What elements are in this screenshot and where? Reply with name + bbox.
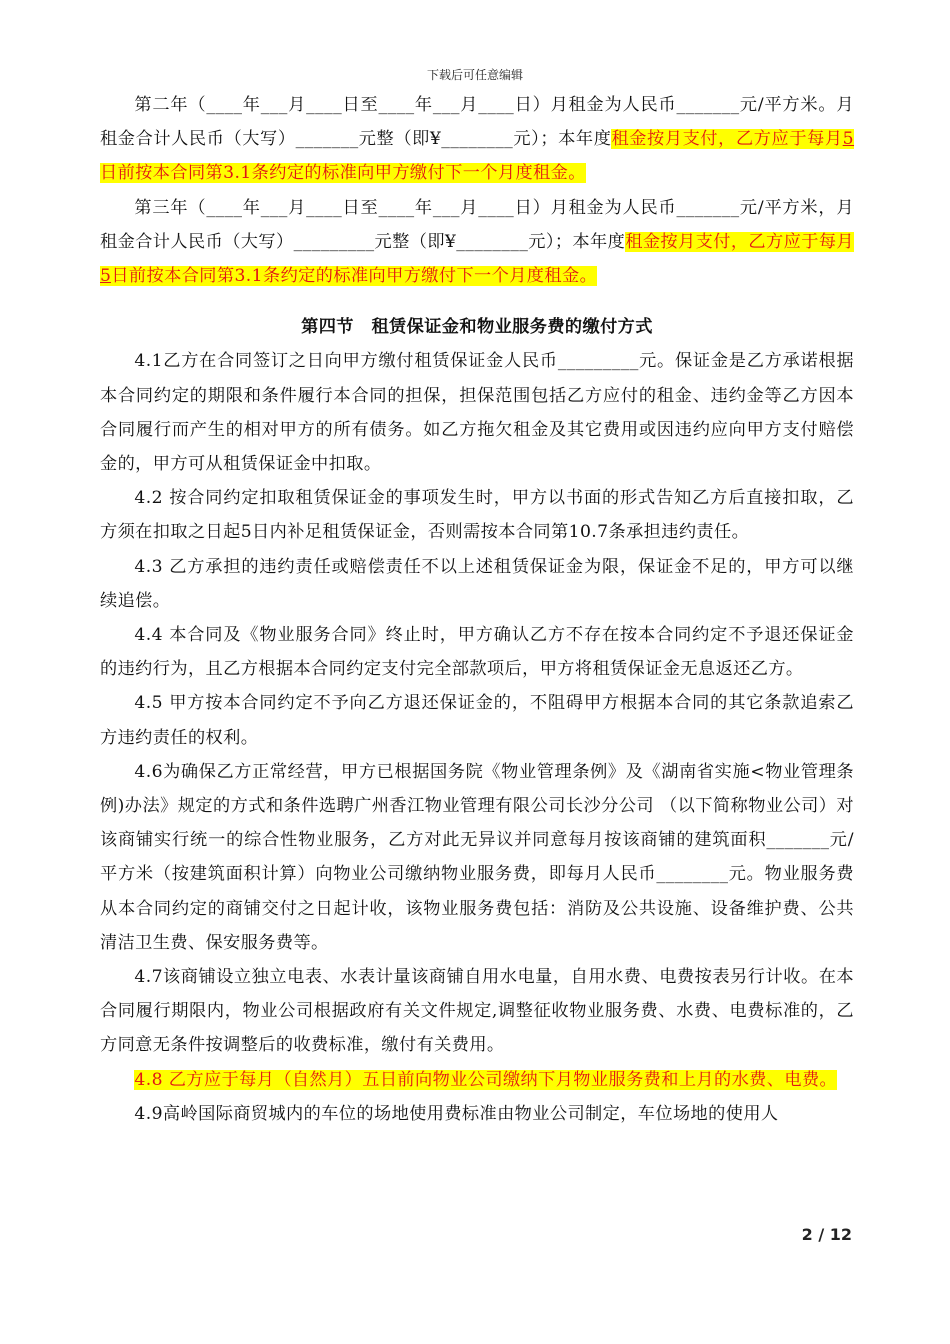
clause-4-4: 4.4 本合同及《物业服务合同》终止时，甲方确认乙方不存在按本合同约定不予退还保证金的违约行为，且乙方根据本合同约定支付完全部款项后，甲方将租赁保证金无息返还乙方。 xyxy=(100,625,854,680)
year-three-text: 第三年（____年___月____日至____年___月____日）月租金为人民币_______元/平方米，月租金合计人民币（大写）_________元整（即¥________元）；本年度 xyxy=(100,197,854,252)
highlight-year-two-b: 日前按本合同第3.1条约定的标准向甲方缴付下一个月度租金。 xyxy=(100,163,586,184)
page-number: 2 / 12 xyxy=(801,1225,852,1244)
highlight-year-three-a: 租金按月支付，乙方应于每月 xyxy=(625,231,855,252)
clause-4-9: 4.9高岭国际商贸城内的车位的场地使用费标准由物业公司制定，车位场地的使用人 xyxy=(134,1103,779,1124)
paragraph-year-two xyxy=(100,88,854,191)
highlight-year-two-day: 5 xyxy=(842,129,855,150)
section-heading: 第四节 租赁保证金和物业服务费的缴付方式 xyxy=(301,317,653,338)
clause-4-6: 4.6为确保乙方正常经营，甲方已根据国务院《物业管理条例》及《湖南省实施<物业管理条例)办法》规定的方式和条件选聘广州香江物业管理有限公司长沙分公司 （以下简称物业公司）对该商铺实行统一的综合性物业服务，乙方对此无异议并同意每月按该商铺的建筑面积_______元/平方米（按建筑面积计算）向物业公司缴纳物业服务费，即每月人民币________元。物业服务费从本合同约定的商铺交付之日起计收，该物业服务费包括：消防及公共设施、设备维护费、公共清洁卫生费、保安服务费等。 xyxy=(100,761,854,953)
highlight-year-three-b: 日前按本合同第3.1条约定的标准向甲方缴付下一个月度租金。 xyxy=(111,266,598,287)
paragraph-year-three xyxy=(100,191,854,294)
clause-4-7: 4.7该商铺设立独立电表、水表计量该商铺自用水电量，自用水费、电费按表另行计收。在本合同履行期限内，物业公司根据政府有关文件规定,调整征收物业服务费、水费、电费标准的，乙方同意无条件按调整后的收费标准，缴付有关费用。 xyxy=(100,967,854,1056)
clause-4-5: 4.5 甲方按本合同约定不予向乙方退还保证金的，不阻碍甲方根据本合同的其它条款追索乙方违约责任的权利。 xyxy=(100,693,854,748)
document-body xyxy=(100,88,854,1131)
clause-4-2: 4.2 按合同约定扣取租赁保证金的事项发生时，甲方以书面的形式告知乙方后直接扣取，乙方须在扣取之日起5日内补足租赁保证金，否则需按本合同第10.7条承担违约责任。 xyxy=(100,488,854,543)
page-header: 下载后可任意编辑 xyxy=(426,68,523,82)
clause-4-8-highlight: 4.8 乙方应于每月（自然月）五日前向物业公司缴纳下月物业服务费和上月的水费、电费。 xyxy=(134,1069,838,1090)
clause-4-3: 4.3 乙方承担的违约责任或赔偿责任不以上述租赁保证金为限，保证金不足的，甲方可以继续追偿。 xyxy=(100,556,854,611)
highlight-year-two-a: 租金按月支付，乙方应于每月 xyxy=(611,129,843,150)
year-two-text: 第二年（____年___月____日至____年___月____日）月租金为人民币_______元/平方米。月租金合计人民币（大写）_______元整（即¥________元）；本年度 xyxy=(100,95,854,150)
clause-4-1: 4.1乙方在合同签订之日向甲方缴付租赁保证金人民币_________元。保证金是乙方承诺根据本合同约定的期限和条件履行本合同的担保，担保范围包括乙方应付的租金、违约金等乙方因本合同履行而产生的相对甲方的所有债务。如乙方拖欠租金及其它费用或因违约应向甲方支付赔偿金的，甲方可从租赁保证金中扣取。 xyxy=(100,351,854,475)
highlight-year-three-day: 5 xyxy=(100,266,112,287)
clause-4-8 xyxy=(100,1063,854,1097)
